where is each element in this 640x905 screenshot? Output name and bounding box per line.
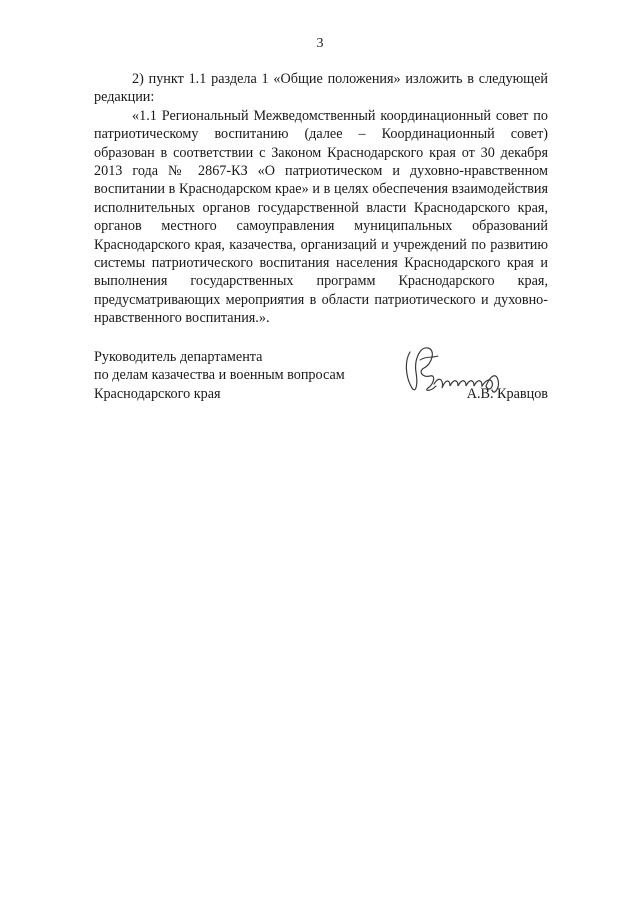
signer-title-line: Руководитель департамента — [94, 349, 263, 365]
paragraph-amendment-intro: 2) пункт 1.1 раздела 1 «Общие положения» изложить в следующей редакции: — [94, 71, 548, 106]
signer-name: А.В. Кравцов — [466, 385, 548, 402]
signature-block — [94, 348, 548, 408]
signer-title-line: Краснодарского края — [94, 385, 221, 402]
paragraph-amendment-text: «1.1 Региональный Межведомственный координационный совет по патриотическому воспитанию (далее – Координационный совет) образован в соответствии с Законом Краснодарского края от 30 декабря 2013 года № 2867-КЗ «О патриотическом и духовно-нравственном воспитании в Краснодарском крае» и в целях обеспечения взаимодействия исполнительных органов государственной власти Краснодарского края, органов местного самоуправления муниципальных образований Краснодарского края, казачества, организаций и учреждений по развитию системы патриотического воспитания населения Краснодарского края и выполнения государственных программ Краснодарского края, предусматривающих мероприятия в области патриотического и духовно-нравственного воспитания.». — [94, 107, 548, 327]
document-body — [94, 70, 548, 328]
page-number: 3 — [316, 36, 324, 51]
signer-title-line: по делам казачества и военным вопросам — [94, 367, 345, 384]
